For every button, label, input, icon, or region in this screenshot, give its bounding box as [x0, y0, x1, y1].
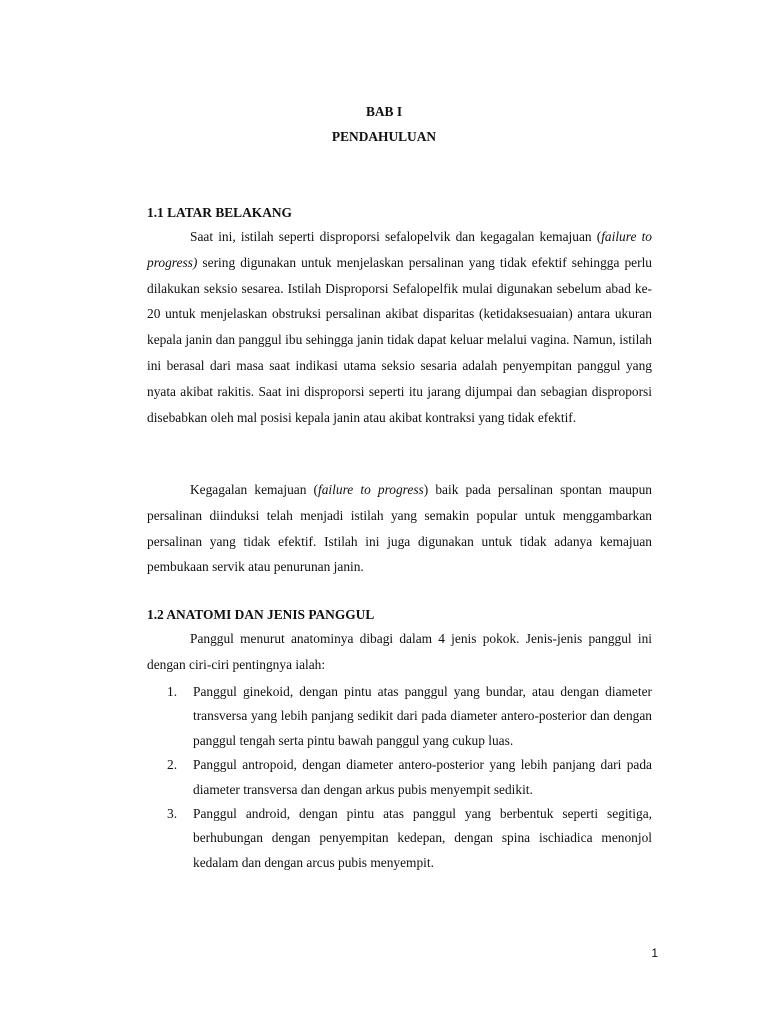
- pelvis-type-list: [147, 680, 652, 875]
- paragraph-latar-belakang-1: Saat ini, istilah seperti disproporsi sefalopelvik dan kegagalan kemajuan (failure to progress) sering digunakan untuk menjelaskan persalinan yang tidak efektif sehingga perlu dilakukan seksio sesarea. Istilah Disproporsi Sefalopelfik mulai digunakan sebelum abad ke-20 untuk menjelaskan obstruksi persalinan akibat disparitas (ketidaksesuaian) antara ukuran kepala janin dan panggul ibu sehingga janin tidak dapat keluar melalui vagina. Namun, istilah ini berasal dari masa saat indikasi utama seksio sesaria adalah penyempitan panggul yang nyata akibat rakitis. Saat ini disproporsi seperti itu jarang dijumpai dan sebagian disproporsi disebabkan oleh mal posisi kepala janin atau akibat kontraksi yang tidak efektif.: [147, 229, 652, 425]
- list-item-number: 2.: [167, 757, 178, 773]
- list-item: [147, 802, 652, 875]
- list-item: [147, 753, 652, 802]
- list-item: [147, 680, 652, 753]
- chapter-label: BAB I: [365, 104, 403, 119]
- list-item-text: Panggul antropoid, dengan diameter antero-posterior yang lebih panjang dari pada diameter transversa dan dengan arkus pubis menyempit sedikit.: [193, 757, 652, 797]
- list-item-number: 3.: [167, 806, 178, 822]
- section-heading-anatomi-panggul: 1.2 ANATOMI DAN JENIS PANGGUL: [147, 607, 375, 622]
- list-item-number: 1.: [167, 684, 178, 699]
- list-item-text: Panggul android, dengan pintu atas panggul yang berbentuk seperti segitiga, berhubungan dengan penyempitan kedepan, dengan spina ischiadica menonjol kedalam dan dengan arcus pubis menyempit.: [193, 806, 652, 870]
- page-number: 1: [651, 946, 658, 960]
- chapter-title: PENDAHULUAN: [331, 129, 437, 144]
- term-failure-to-progress: failure to progress): [147, 229, 652, 270]
- paragraph-anatomi-intro: Panggul menurut anatominya dibagi dalam 4 jenis pokok. Jenis-jenis panggul ini dengan ciri-ciri pentingnya ialah:: [147, 631, 652, 672]
- list-item-text: Panggul ginekoid, dengan pintu atas panggul yang bundar, atau dengan diameter transversa yang lebih panjang sedikit dari pada diameter antero-posterior dan dengan panggul tengah serta pintu bawah panggul yang cukup luas.: [193, 684, 652, 748]
- section-heading-latar-belakang: 1.1 LATAR BELAKANG: [147, 205, 292, 220]
- paragraph-latar-belakang-2: Kegagalan kemajuan (failure to progress) baik pada persalinan spontan maupun persalinan diinduksi telah menjadi istilah yang semakin popular untuk menggambarkan persalinan yang tidak efektif. Istilah ini juga digunakan untuk tidak adanya kemajuan pembukaan servik atau penurunan janin.: [147, 482, 652, 575]
- term-failure-to-progress: failure to progress: [318, 482, 424, 497]
